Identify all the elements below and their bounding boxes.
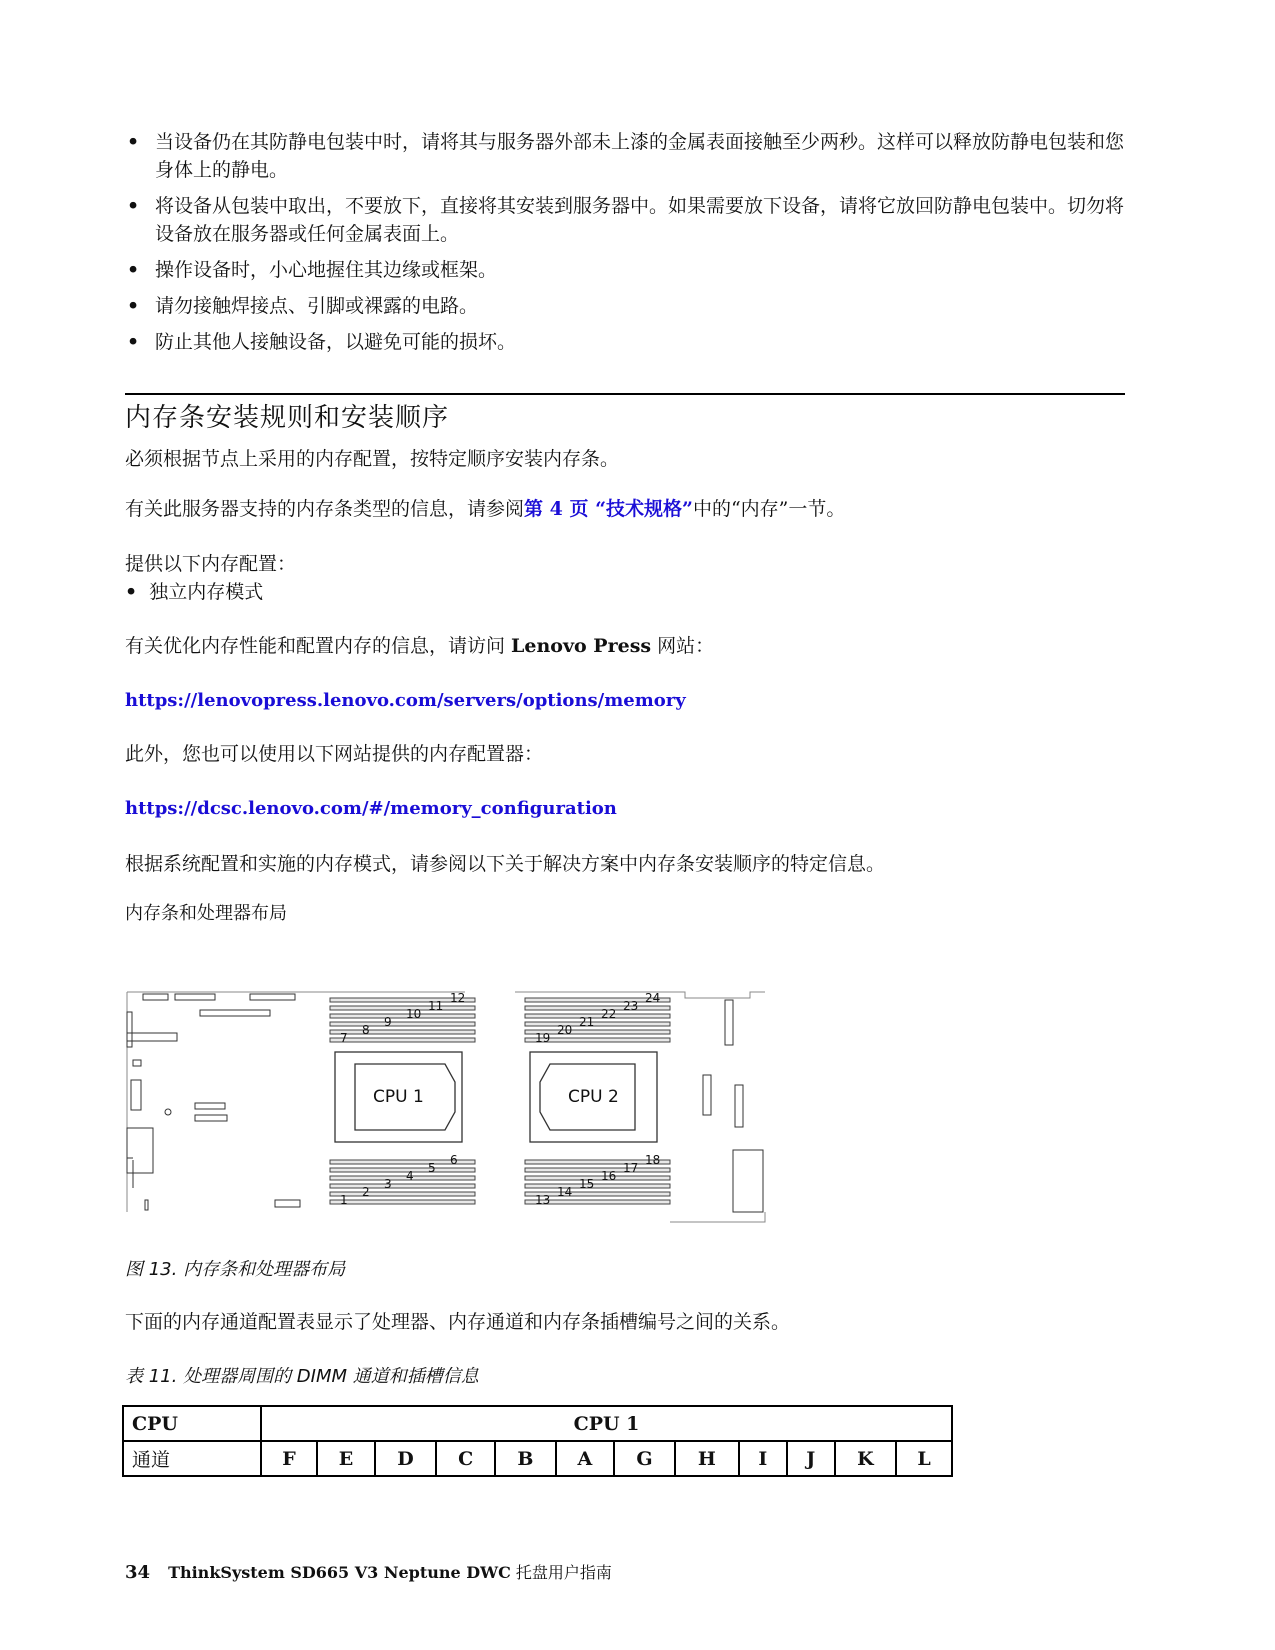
dimm-slot (330, 1014, 475, 1018)
paragraph-lenovo-press (125, 632, 714, 660)
dimm-slot-label: 1 (340, 1193, 348, 1207)
dimm-slot-label: 23 (623, 999, 639, 1013)
cpu-cell: CPU 1 (261, 1406, 952, 1441)
dimm-slot (330, 1038, 475, 1042)
dimm-slot-label: 12 (450, 991, 466, 1005)
channel-cell: C (436, 1441, 495, 1476)
bullet-text: 当设备仍在其防静电包装中时，请将其与服务器外部未上漆的金属表面接触至少两秒。这样可以释放防静电包装和您身体上的静电。 (155, 131, 1125, 181)
dimm-slot (330, 1022, 475, 1026)
lenovo-press-url-link[interactable]: https://lenovopress.lenovo.com/servers/options/memory (125, 690, 686, 711)
bullet-text: 将设备从包装中取出，不要放下，直接将其安装到服务器中。如果需要放下设备，请将它放回防静电包装中。切勿将设备放在服务器或任何金属表面上。 (155, 195, 1125, 245)
figure-caption: 图 13. 内存条和处理器布局 (125, 1259, 346, 1280)
dimm-slot-label: 9 (384, 1015, 392, 1029)
dimm-slot-label: 19 (535, 1031, 551, 1045)
dimm-slot (330, 1184, 475, 1188)
paragraph-config-intro: 提供以下内存配置： (125, 553, 297, 575)
channel-cell: B (495, 1441, 556, 1476)
dimm-slot (525, 1014, 670, 1018)
text: 有关优化内存性能和配置内存的信息，请访问 (125, 635, 512, 657)
brand-name: Lenovo Press (511, 635, 652, 657)
dimm-slot-label: 14 (557, 1185, 573, 1199)
paragraph-install-info: 根据系统配置和实施的内存模式，请参阅以下关于解决方案中内存条安装顺序的特定信息。 (125, 853, 886, 875)
dimm-slot (330, 1168, 475, 1172)
section-title: 内存条安装规则和安装顺序 (125, 403, 450, 433)
dimm-slot-label: 2 (362, 1185, 370, 1199)
channel-cell: J (787, 1441, 835, 1476)
text: 网站： (651, 635, 715, 657)
table-row (123, 1441, 952, 1476)
dimm-slot-label: 11 (428, 999, 444, 1013)
section-divider (125, 393, 1125, 395)
table-caption: 表 11. 处理器周围的 DIMM 通道和插槽信息 (125, 1366, 479, 1387)
dimm-slot-label: 16 (601, 1169, 617, 1183)
paragraph-channel-intro: 下面的内存通道配置表显示了处理器、内存通道和内存条插槽编号之间的关系。 (125, 1311, 791, 1333)
dimm-slot-label: 7 (340, 1031, 348, 1045)
dimm-slot-label: 8 (362, 1023, 370, 1037)
table-row (123, 1406, 952, 1441)
list-item: • 独立内存模式 (125, 581, 264, 603)
list-item: • 将设备从包装中取出，不要放下，直接将其安装到服务器中。如果需要放下设备，请将它放回防静电包装中。切勿将设备放在服务器或任何金属表面上。 (127, 195, 1125, 245)
dimm-slot-label: 3 (384, 1177, 392, 1191)
dimm-channel-table (122, 1405, 953, 1477)
dimm-slot-label: 17 (623, 1161, 639, 1175)
dimm-slot-label: 22 (601, 1007, 617, 1021)
subheading-layout: 内存条和处理器布局 (125, 903, 287, 924)
page-number: 34 (125, 1562, 151, 1583)
channel-cell: E (317, 1441, 375, 1476)
list-item: • 请勿接触焊接点、引脚或裸露的电路。 (127, 295, 479, 317)
cpu2-label: CPU 2 (568, 1087, 619, 1107)
channel-cell: G (614, 1441, 675, 1476)
handling-bullet-list (125, 128, 1125, 364)
footer-suffix: 托盘用户指南 (510, 1563, 612, 1582)
dimm-slot (525, 1006, 670, 1010)
dimm-slot-label: 18 (645, 1153, 661, 1167)
dimm-slot (330, 1200, 475, 1204)
bullet-text: 操作设备时，小心地握住其边缘或框架。 (155, 259, 498, 281)
page-footer (125, 1560, 612, 1583)
table-row-header: 通道 (123, 1441, 261, 1476)
dimm-slot (525, 1184, 670, 1188)
bullet-text: 独立内存模式 (149, 581, 264, 603)
bullet-text: 防止其他人接触设备，以避免可能的损坏。 (155, 331, 517, 353)
channel-cell: L (896, 1441, 952, 1476)
channel-cell: A (556, 1441, 614, 1476)
list-item: • 防止其他人接触设备，以避免可能的损坏。 (127, 331, 517, 353)
dimm-slot (525, 1022, 670, 1026)
channel-cell: K (835, 1441, 896, 1476)
dimm-slot-label: 24 (645, 991, 661, 1005)
dimm-slot (525, 1168, 670, 1172)
dimm-slot-label: 21 (579, 1015, 595, 1029)
dimm-slot (330, 1192, 475, 1196)
dimm-slot (525, 1176, 670, 1180)
dimm-slot-label: 5 (428, 1161, 436, 1175)
paragraph-install-order: 必须根据节点上采用的内存配置，按特定顺序安装内存条。 (125, 448, 620, 470)
paragraph-configurator: 此外，您也可以使用以下网站提供的内存配置器： (125, 743, 544, 765)
dimm-slot-label: 15 (579, 1177, 595, 1191)
dimm-slot (330, 1006, 475, 1010)
list-item: • 操作设备时，小心地握住其边缘或框架。 (127, 259, 498, 281)
dimm-slot (330, 1176, 475, 1180)
channel-cell: H (675, 1441, 739, 1476)
footer-title: ThinkSystem SD665 V3 Neptune DWC (168, 1563, 511, 1582)
dimm-slot-label: 13 (535, 1193, 551, 1207)
paragraph-memory-types (125, 495, 845, 523)
cpu1-label: CPU 1 (373, 1087, 424, 1107)
channel-cell: D (375, 1441, 436, 1476)
dimm-slot-label: 10 (406, 1007, 422, 1021)
memory-processor-layout-diagram (125, 990, 805, 1230)
list-item: • 当设备仍在其防静电包装中时，请将其与服务器外部未上漆的金属表面接触至少两秒。这样可以释放防静电包装和您身体上的静电。 (127, 131, 1125, 181)
dimm-slot-label: 20 (557, 1023, 573, 1037)
dcsc-url-link[interactable]: https://dcsc.lenovo.com/#/memory_configuration (125, 798, 617, 819)
tech-spec-link[interactable]: 第 4 页 “技术规格” (524, 498, 693, 520)
text: 有关此服务器支持的内存条类型的信息，请参阅 (125, 498, 525, 520)
dimm-slot-label: 4 (406, 1169, 414, 1183)
channel-cell: I (739, 1441, 787, 1476)
bullet-text: 请勿接触焊接点、引脚或裸露的电路。 (155, 295, 479, 317)
dimm-slot (330, 1030, 475, 1034)
text: 中的“内存”一节。 (692, 498, 846, 520)
table-row-header: CPU (123, 1406, 261, 1441)
dimm-slot-label: 6 (450, 1153, 458, 1167)
channel-cell: F (261, 1441, 317, 1476)
